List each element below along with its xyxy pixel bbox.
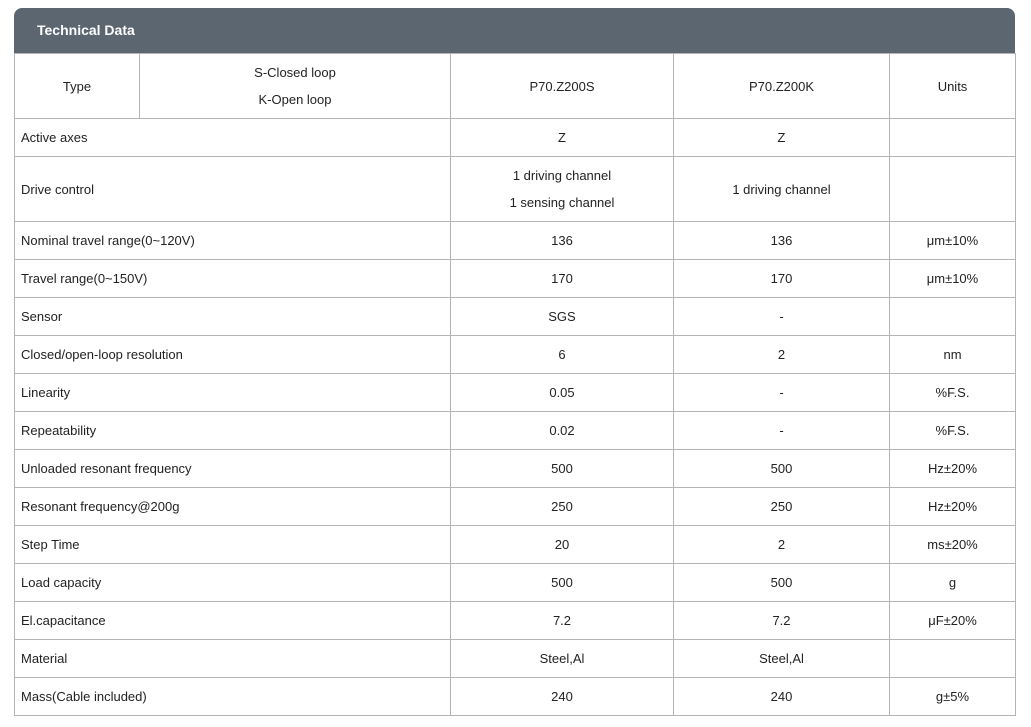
value-cell-s xyxy=(451,640,674,678)
value-cell-s xyxy=(451,450,674,488)
value-line: - xyxy=(779,423,784,438)
value-cell-k xyxy=(674,602,890,640)
value-line: Steel,Al xyxy=(759,651,804,666)
value-line: 170 xyxy=(770,271,793,286)
param-cell: Sensor xyxy=(15,298,451,336)
value-line: 500 xyxy=(770,461,793,476)
unit-cell: Hz±20% xyxy=(890,450,1016,488)
value-cell-k xyxy=(674,298,890,336)
value-line: 250 xyxy=(770,499,793,514)
unit-cell: μm±10% xyxy=(890,260,1016,298)
unit-cell: %F.S. xyxy=(890,412,1016,450)
table-row xyxy=(15,374,1016,412)
technical-data-panel xyxy=(14,8,1015,718)
table-row xyxy=(15,602,1016,640)
value-line: 6 xyxy=(558,347,566,362)
value-cell-k xyxy=(674,119,890,157)
param-cell: Active axes xyxy=(15,119,451,157)
value-line: 7.2 xyxy=(552,613,572,628)
value-line: 500 xyxy=(770,575,793,590)
table-row xyxy=(15,488,1016,526)
value-cell-s xyxy=(451,336,674,374)
value-line: 2 xyxy=(777,537,786,552)
value-cell-k xyxy=(674,526,890,564)
param-cell: Drive control xyxy=(15,157,451,222)
value-cell-s xyxy=(451,602,674,640)
value-cell-k xyxy=(674,564,890,602)
technical-data-table xyxy=(14,53,1016,716)
value-line: 2 xyxy=(777,347,786,362)
value-cell-s xyxy=(451,374,674,412)
table-row xyxy=(15,564,1016,602)
value-line: 136 xyxy=(551,233,573,248)
table-row xyxy=(15,526,1016,564)
type-label: Type xyxy=(15,54,140,119)
value-line: Steel,Al xyxy=(539,651,585,666)
model-k-header: P70.Z200K xyxy=(674,54,890,119)
value-line: 1 sensing channel xyxy=(509,195,615,210)
table-row xyxy=(15,640,1016,678)
param-cell: Resonant frequency@200g xyxy=(15,488,451,526)
param-cell: Closed/open-loop resolution xyxy=(15,336,451,374)
value-line: 500 xyxy=(551,575,573,590)
value-cell-k xyxy=(674,157,890,222)
value-cell-s xyxy=(451,260,674,298)
value-cell-k xyxy=(674,678,890,716)
table-row xyxy=(15,336,1016,374)
value-line: 20 xyxy=(554,537,570,552)
unit-cell: g±5% xyxy=(890,678,1016,716)
unit-cell xyxy=(890,119,1016,157)
units-header: Units xyxy=(890,54,1016,119)
value-line: 240 xyxy=(770,689,793,704)
param-cell: Nominal travel range(0~120V) xyxy=(15,222,451,260)
param-cell: Linearity xyxy=(15,374,451,412)
table-header-row xyxy=(15,54,1016,119)
value-cell-k xyxy=(674,640,890,678)
value-line: 1 driving channel xyxy=(732,181,831,197)
unit-cell: ms±20% xyxy=(890,526,1016,564)
value-cell-k xyxy=(674,412,890,450)
value-cell-k xyxy=(674,374,890,412)
param-cell: Load capacity xyxy=(15,564,451,602)
value-cell-s xyxy=(451,564,674,602)
unit-cell xyxy=(890,157,1016,222)
table-row xyxy=(15,119,1016,157)
value-cell-s xyxy=(451,678,674,716)
value-cell-k xyxy=(674,222,890,260)
unit-cell: %F.S. xyxy=(890,374,1016,412)
param-cell: Unloaded resonant frequency xyxy=(15,450,451,488)
model-s-header: P70.Z200S xyxy=(451,54,674,119)
table-row xyxy=(15,260,1016,298)
open-loop-label: K-Open loop xyxy=(258,92,332,107)
param-cell: Travel range(0~150V) xyxy=(15,260,451,298)
value-cell-s xyxy=(451,298,674,336)
value-cell-k xyxy=(674,260,890,298)
table-row xyxy=(15,678,1016,716)
table-row xyxy=(15,412,1016,450)
value-line: 0.05 xyxy=(549,385,575,400)
value-line: 1 driving channel xyxy=(512,168,612,183)
value-cell-k xyxy=(674,450,890,488)
section-title: Technical Data xyxy=(14,8,1015,53)
value-cell-s xyxy=(451,157,674,222)
table-row xyxy=(15,450,1016,488)
closed-loop-label: S-Closed loop xyxy=(254,65,336,80)
unit-cell: nm xyxy=(890,336,1016,374)
param-cell: El.capacitance xyxy=(15,602,451,640)
param-cell: Repeatability xyxy=(15,412,451,450)
table-row xyxy=(15,222,1016,260)
unit-cell: μm±10% xyxy=(890,222,1016,260)
value-cell-k xyxy=(674,336,890,374)
value-cell-k xyxy=(674,488,890,526)
table-row xyxy=(15,157,1016,222)
value-cell-s xyxy=(451,119,674,157)
value-line: SGS xyxy=(548,309,576,324)
value-cell-s xyxy=(451,222,674,260)
value-line: - xyxy=(779,385,784,400)
unit-cell xyxy=(890,640,1016,678)
unit-cell: Hz±20% xyxy=(890,488,1016,526)
value-line: 170 xyxy=(551,271,573,286)
loop-legend xyxy=(140,54,451,119)
value-line: Z xyxy=(558,130,566,145)
value-line: 500 xyxy=(551,461,573,476)
table-row xyxy=(15,298,1016,336)
value-line: 136 xyxy=(770,233,793,248)
unit-cell: μF±20% xyxy=(890,602,1016,640)
unit-cell xyxy=(890,298,1016,336)
value-line: 0.02 xyxy=(549,423,575,438)
unit-cell: g xyxy=(890,564,1016,602)
param-cell: Material xyxy=(15,640,451,678)
value-cell-s xyxy=(451,488,674,526)
value-cell-s xyxy=(451,526,674,564)
value-line: Z xyxy=(777,130,786,145)
param-cell: Mass(Cable included) xyxy=(15,678,451,716)
value-line: 250 xyxy=(551,499,573,514)
value-cell-s xyxy=(451,412,674,450)
value-line: - xyxy=(779,309,784,324)
param-cell: Step Time xyxy=(15,526,451,564)
value-line: 7.2 xyxy=(772,613,791,628)
value-line: 240 xyxy=(551,689,573,704)
